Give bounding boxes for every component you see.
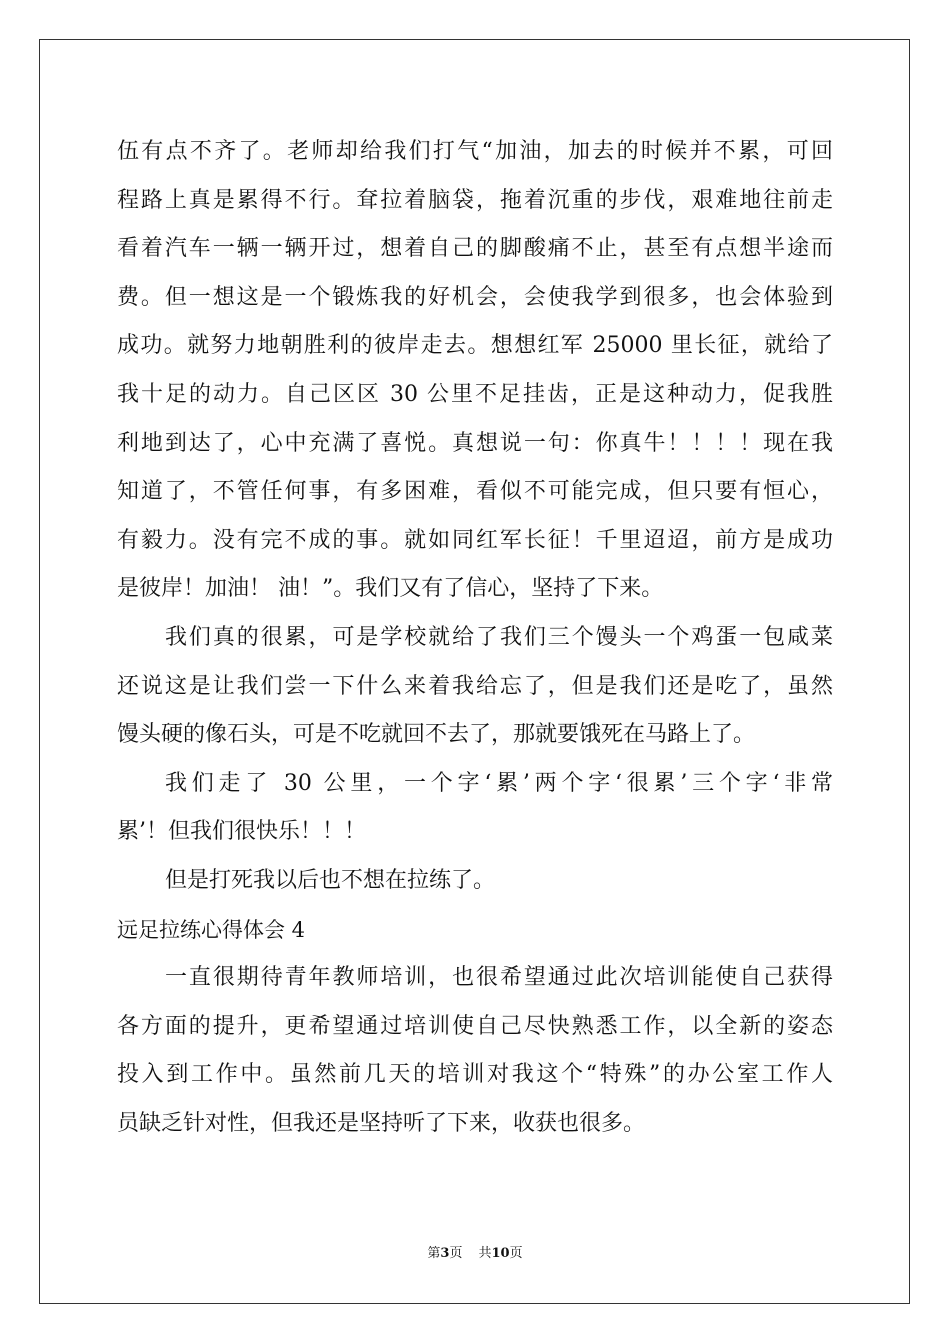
paragraph-first-line: 但是打死我以后也不想在拉练了。: [165, 867, 496, 893]
paragraph-line: 伍有点不齐了。老师却给我们打气“加油，加去的时候并不累，可回: [117, 139, 833, 164]
total-suffix: 页: [509, 1246, 523, 1261]
paragraph-line: 我十足的动力。自己区区 30 公里不足挂齿，正是这种动力，促我胜: [117, 381, 833, 407]
paragraph-line: 利地到达了，心中充满了喜悦。真想说一句：你真牛！！！！现在我: [117, 430, 833, 456]
paragraph-line: 程路上真是累得不行。耷拉着脑袋，拖着沉重的步伐，艰难地往前走: [117, 187, 833, 213]
page-footer: [0, 1246, 950, 1262]
total-pages: 10: [491, 1246, 510, 1261]
paragraph-line: 员缺乏针对性，但我还是坚持听了下来，收获也很多。: [117, 1110, 646, 1136]
page-number: 3: [440, 1246, 450, 1261]
page-suffix: 页: [449, 1246, 463, 1261]
paragraph-first-line: 我们真的很累，可是学校就给了我们三个馒头一个鸡蛋一包咸菜: [165, 624, 833, 650]
paragraph-line: 成功。就努力地朝胜利的彼岸走去。想想红军 25000 里长征，就给了: [117, 333, 833, 359]
paragraph-line: 知道了，不管任何事，有多困难，看似不可能完成，但只要有恒心，: [117, 479, 833, 505]
document-body: [117, 128, 833, 1148]
paragraph-line: 有毅力。没有完不成的事。就如同红军长征！千里迢迢，前方是成功: [117, 527, 833, 553]
paragraph-line: 投入到工作中。虽然前几天的培训对我这个“特殊”的办公室工作人: [117, 1062, 833, 1088]
paragraph-first-line: 我们走了 30 公里，一个字‘累’两个字‘很累’三个字‘非常: [165, 770, 833, 796]
paragraph-line: 馒头硬的像石头，可是不吃就回不去了，那就要饿死在马路上了。: [117, 722, 756, 748]
section-heading: 远足拉练心得体会 4: [117, 917, 306, 942]
total-prefix: 共: [478, 1246, 492, 1261]
paragraph-line: 看着汽车一辆一辆开过，想着自己的脚酸痛不止，甚至有点想半途而: [117, 236, 833, 262]
paragraph-first-line: 一直很期待青年教师培训，也很希望通过此次培训能使自己获得: [165, 965, 833, 991]
page-prefix: 第: [427, 1246, 441, 1261]
paragraph-line: 累’！但我们很快乐！！！: [117, 819, 366, 845]
paragraph-line: 各方面的提升，更希望通过培训使自己尽快熟悉工作，以全新的姿态: [117, 1013, 833, 1039]
paragraph-line: 费。但一想这是一个锻炼我的好机会，会使我学到很多，也会体验到: [117, 284, 833, 310]
paragraph-line: 还说这是让我们尝一下什么来着我给忘了，但是我们还是吃了，虽然: [117, 673, 833, 699]
paragraph-line: 是彼岸！加油！ 油！”。我们又有了信心，坚持了下来。: [117, 576, 664, 602]
